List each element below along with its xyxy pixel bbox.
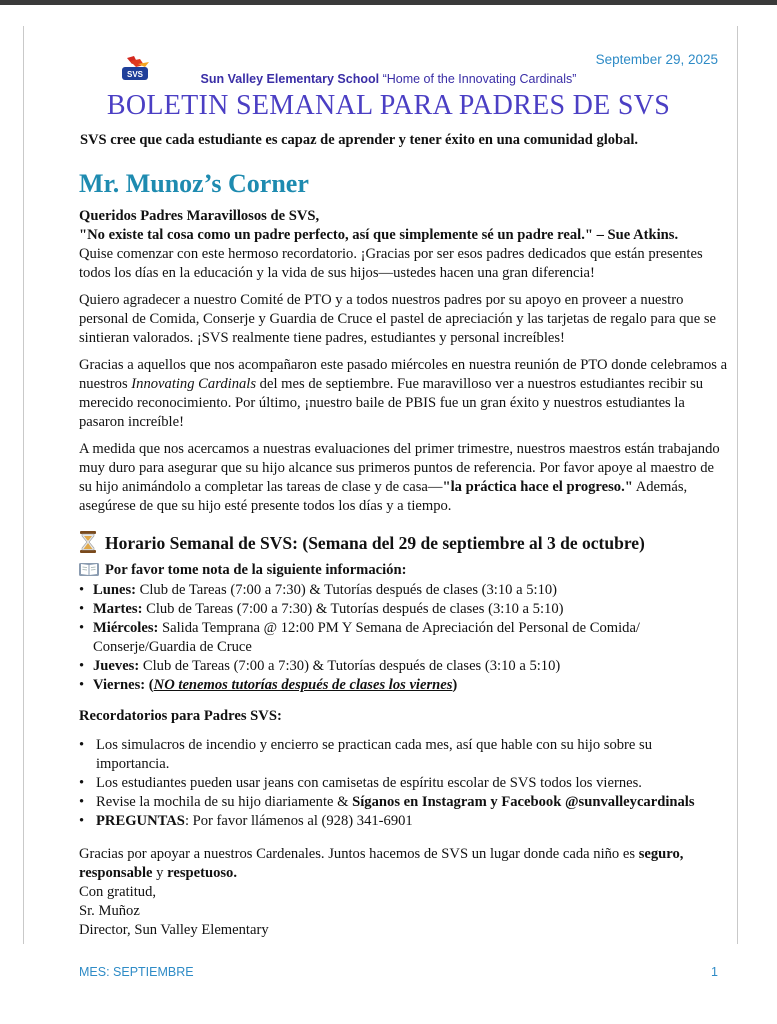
paragraph-3-start: Gracias a aquellos que nos acompañaron este pasado miércoles en nuestra reunión de PTO donde celebramos a nuestros bbox=[79, 357, 728, 392]
paragraph-2: Quiero agradecer a nuestro Comité de PTO y a todos nuestros padres por su apoyo en proveer a nuestro personal de Comida, Conserje y Guardia de Cruce el pastel de apreciación y las tarjetas de regalo para que se sintieran valorados. ¡SVS realmente tiene padres, estudiantes y personal increíbles! bbox=[79, 292, 717, 346]
signoff: Con gratitud, bbox=[79, 884, 157, 900]
reminder-questions: • PREGUNTAS: Por favor llámenos al (928) 341-6901 bbox=[79, 812, 729, 831]
closing-line: Gracias por apoyar a nuestros Cardenales. Juntos hacemos de SVS un lugar donde cada niño es seguro, responsable y respetuoso. bbox=[79, 846, 684, 881]
signer-name: Sr. Muñoz bbox=[79, 903, 140, 919]
schedule-item-wednesday: • Miércoles: Salida Temprana @ 12:00 PM Y Semana de Apreciación del Personal de Comida/ Conserje/Guardia de Cruce bbox=[79, 619, 729, 657]
practice-quote: "la práctica hace el progreso." bbox=[442, 479, 633, 495]
schedule-item-tuesday: • Martes: Club de Tareas (7:00 a 7:30) & Tutorías después de clases (3:10 a 5:10) bbox=[79, 600, 729, 619]
paragraph-4-end: Además, asegúrese de que su hijo esté presente todos los días y a tiempo. bbox=[79, 479, 688, 514]
closing-section bbox=[79, 845, 729, 940]
school-name: Sun Valley Elementary School bbox=[200, 72, 380, 86]
innovating-cardinals-italic: Innovating Cardinals bbox=[131, 376, 257, 392]
corner-heading: Mr. Munoz’s Corner bbox=[79, 169, 309, 198]
schedule-list bbox=[79, 581, 729, 695]
school-tagline: “Home of the Innovating Cardinals” bbox=[382, 72, 577, 86]
page-number: 1 bbox=[711, 965, 718, 979]
reminders-section bbox=[79, 707, 729, 831]
greeting: Queridos Padres Maravillosos de SVS, bbox=[79, 208, 320, 224]
schedule-note bbox=[79, 561, 729, 580]
schedule-item-thursday: • Jueves: Club de Tareas (7:00 a 7:30) & Tutorías después de clases (3:10 a 5:10) bbox=[79, 657, 729, 676]
schedule-title: Horario Semanal de SVS: (Semana del 29 de septiembre al 3 de octubre) bbox=[105, 533, 645, 553]
open-book-icon bbox=[79, 562, 99, 576]
friday-no-tutoring: NO tenemos tutorías después de clases los viernes bbox=[153, 677, 453, 693]
top-window-bar bbox=[0, 0, 777, 5]
reminders-title: Recordatorios para Padres SVS: bbox=[79, 708, 282, 724]
school-line bbox=[0, 72, 777, 86]
signer-role: Director, Sun Valley Elementary bbox=[79, 922, 269, 938]
reminder-backpack: • Revise la mochila de su hijo diariamente & Síganos en Instagram y Facebook @sunvalleycardinals bbox=[79, 793, 729, 812]
schedule-section bbox=[79, 561, 729, 695]
page-left-border bbox=[23, 26, 24, 944]
quote: "No existe tal cosa como un padre perfecto, así que simplemente sé un padre real." – Sue Atkins. bbox=[79, 227, 679, 243]
paragraph-1: Quise comenzar con este hermoso recordatorio. ¡Gracias por ser esos padres dedicados que están presentes todos los días en la educación y la vida de sus hijos—ustedes hacen una gran diferencia! bbox=[79, 246, 703, 281]
schedule-item-friday: • Viernes: (NO tenemos tutorías después de clases los viernes) bbox=[79, 676, 729, 695]
reminders-list bbox=[79, 736, 729, 831]
page-right-border bbox=[737, 26, 738, 944]
paragraph-4 bbox=[79, 440, 729, 516]
paragraph-3-end: del mes de septiembre. Fue maravilloso ver a nuestros estudiantes recibir su merecido reconocimiento. Por último, ¡nuestro baile de PBIS fue un gran éxito y nuestros estudiantes la pasaron increíble! bbox=[79, 376, 704, 430]
newsletter-title: BOLETIN SEMANAL PARA PADRES DE SVS bbox=[106, 90, 671, 121]
schedule-item-monday: • Lunes: Club de Tareas (7:00 a 7:30) & Tutorías después de clases (3:10 a 5:10) bbox=[79, 581, 729, 600]
paragraph-4-start: A medida que nos acercamos a nuestras evaluaciones del primer trimestre, nuestros maestros están trabajando muy duro para asegurar que su hijo alcance sus primeros puntos de referencia. Por favor apoye al maestro de su hijo animándolo a completar las tareas de clase y de casa— bbox=[79, 441, 720, 495]
reminder-jeans: • Los estudiantes pueden usar jeans con camisetas de espíritu escolar de SVS todos los viernes. bbox=[79, 774, 729, 793]
footer-month: MES: SEPTIEMBRE bbox=[79, 965, 194, 979]
hourglass-icon bbox=[79, 531, 97, 553]
social-media-handle: Síganos en Instagram y Facebook @sunvalleycardinals bbox=[352, 794, 695, 810]
paragraph-3 bbox=[79, 356, 729, 432]
school-motto: SVS cree que cada estudiante es capaz de aprender y tener éxito en una comunidad global. bbox=[80, 132, 638, 148]
schedule-heading bbox=[79, 531, 645, 554]
schedule-note-text: Por favor tome nota de la siguiente información: bbox=[105, 562, 407, 578]
svg-text:SVS: SVS bbox=[126, 70, 144, 79]
reminder-drills: • Los simulacros de incendio y encierro se practican cada mes, así que hable con su hijo sobre su importancia. bbox=[79, 736, 729, 774]
newsletter-date: September 29, 2025 bbox=[595, 52, 718, 67]
corner-section bbox=[79, 207, 729, 516]
